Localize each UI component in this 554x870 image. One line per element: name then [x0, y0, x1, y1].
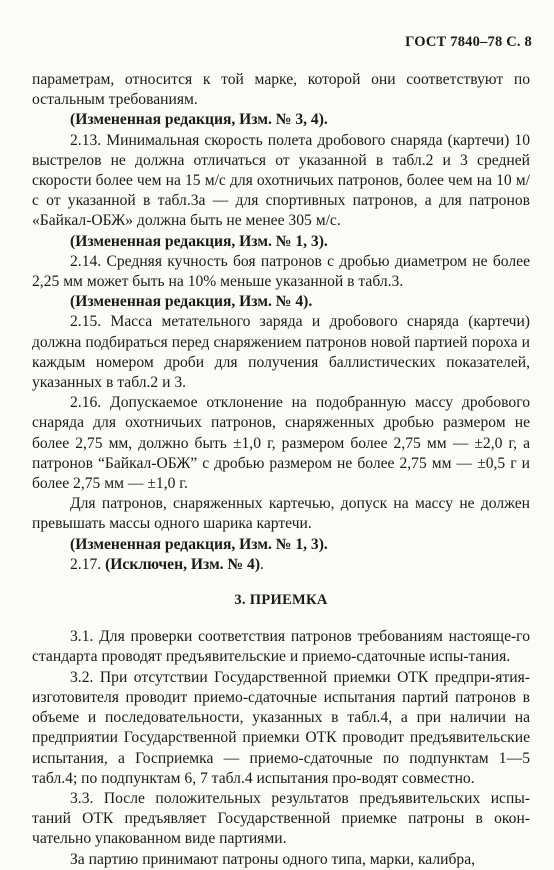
paragraph-lot: За партию принимают патроны одного типа, марки, калибра,	[70, 850, 476, 868]
paragraph: параметрам, относится к той марке, которой они соответствуют по остальным требованиям.	[32, 71, 530, 109]
paragraph-buckshot: Для патронов, снаряженных картечью, допуск на массу не должен превышать массы одного шарика картечи.	[32, 495, 530, 533]
paragraph-3-3: 3.3. После положительных результатов предъявительских испы-таний ОТК предъявляет Государственной приемке патроны в окон-чательно упакованном виде партиями.	[32, 789, 530, 848]
revision-note: (Измененная редакция, Изм. № 4).	[70, 293, 313, 311]
period: .	[260, 555, 264, 573]
revision-note: (Измененная редакция, Изм. № 3, 4).	[70, 111, 328, 129]
paragraph-2-14: 2.14. Средняя кучность боя патронов с дробью диаметром не более 2,25 мм может быть на 10% меньше указанной в табл.3.	[32, 252, 530, 291]
revision-note: (Измененная редакция, Изм. № 1, 3).	[70, 535, 328, 553]
paragraph-2-16: 2.16. Допускаемое отклонение на подобранную массу дробового снаряда для охотничьих патронов, снаряженных дробью размером не более 2,75 мм, должно быть ±1,0 г, размером более 2,75 мм — ±2,0 г, а патронов “Байкал-ОБЖ” с дробью размером не более 2,75 мм — ±0,5 г и более 2,75 мм — ±1,0 г.	[32, 394, 530, 493]
paragraph-3-1: 3.1. Для проверки соответствия патронов требованиям настояще-го стандарта проводят предъявительские и приемо-сдаточные испы-тания.	[32, 628, 530, 666]
page-header: ГОСТ 7840–78 С. 8	[405, 34, 532, 50]
clause-number: 2.17.	[70, 555, 106, 573]
page-content	[32, 70, 530, 870]
paragraph-2-15: 2.15. Масса метательного заряда и дробового снаряда (картечи) должна подбираться перед снаряжением патронов новой партией пороха и каждым номером дроби для получения баллистических показателей, указанных в табл.2 и 3.	[32, 313, 530, 392]
paragraph-3-2: 3.2. При отсутствии Государственной приемки ОТК предпри-ятия-изготовителя проводит приемо-сдаточные испытания партий патронов в объеме и последовательности, указанных в табл.4, а при наличии на предприятии Государственной приемки ОТК проводит предъявительские испытания, а Госприемка — приемо-сдаточные по подпунктам 1—5 табл.4; по подпунктам 6, 7 табл.4 испытания про-водят совместно.	[32, 668, 530, 787]
excluded-note: (Исключен, Изм. № 4)	[105, 555, 261, 573]
section-title: 3. ПРИЕМКА	[234, 592, 328, 609]
paragraph-2-13: 2.13. Минимальная скорость полета дробового снаряда (картечи) 10 выстрелов не должна отличаться от указанной в табл.2 и 3 средней скорости более чем на 15 м/с для охотничьих патронов, более чем на 10 м/с от указанной в табл.3а — для спортивных патронов, а для патронов «Байкал-ОБЖ» должна быть не менее 305 м/с.	[32, 131, 530, 230]
paragraph-2-17	[32, 555, 530, 575]
revision-note: (Измененная редакция, Изм. № 1, 3).	[70, 232, 328, 250]
